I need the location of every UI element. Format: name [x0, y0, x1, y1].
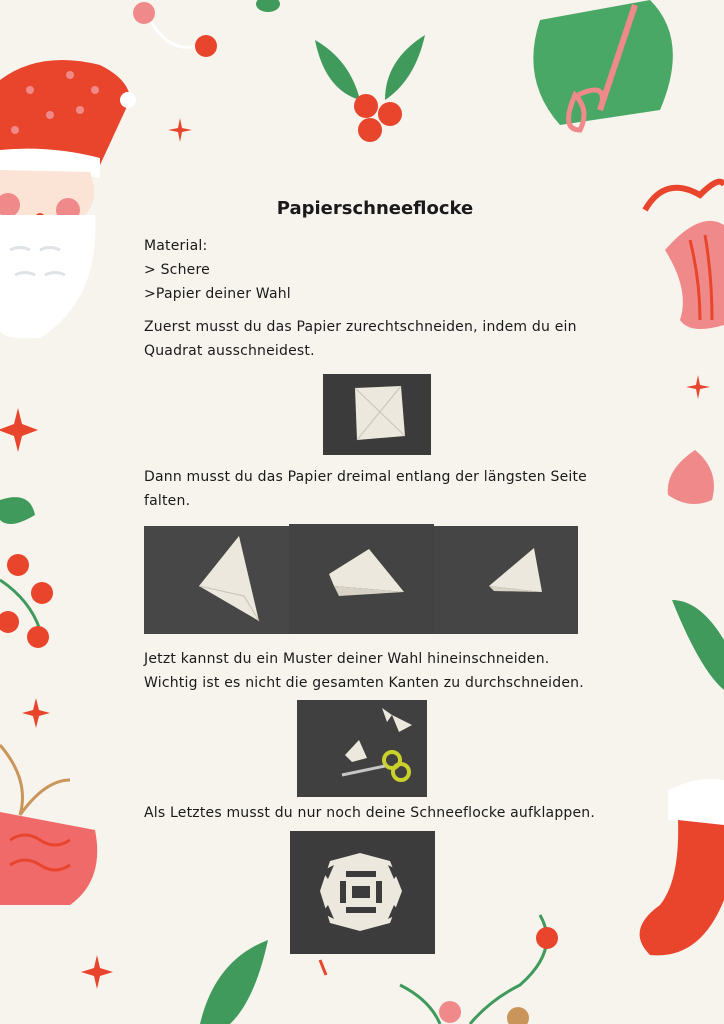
photo-square-paper	[323, 374, 431, 455]
step-text: Jetzt kannst du ein Muster deiner Wahl hineinschneiden.	[144, 651, 550, 667]
leaf-icon	[200, 940, 268, 1024]
step-text: Als Letztes musst du nur noch deine Schneeflocke aufklappen.	[144, 805, 596, 821]
gift-icon	[533, 0, 673, 130]
step-text: Quadrat ausschneidest.	[144, 343, 315, 359]
material-item: > Schere	[144, 262, 210, 278]
star-icon	[0, 408, 38, 452]
photo-fold-step-3	[434, 526, 578, 634]
step-text: falten.	[144, 493, 191, 509]
star-icon	[168, 118, 192, 142]
material-item: >Papier deiner Wahl	[144, 286, 291, 302]
page-title: Papierschneeflocke	[276, 198, 474, 219]
photo-fold-step-1	[144, 526, 289, 634]
berries-icon	[0, 497, 53, 648]
material-heading: Material:	[144, 238, 208, 254]
leaf-icon	[668, 450, 714, 504]
star-icon	[686, 375, 710, 399]
step-text: Zuerst musst du das Papier zurechtschneiden, indem du ein	[144, 319, 577, 335]
santa-icon	[0, 60, 136, 338]
gift-bow-icon	[0, 745, 97, 905]
photo-cut-pattern	[297, 700, 427, 797]
stocking-icon	[640, 779, 724, 956]
ornament-icon	[133, 0, 280, 57]
step-text: Wichtig ist es nicht die gesamten Kanten zu durchschneiden.	[144, 675, 584, 691]
star-icon	[81, 955, 113, 989]
photo-snowflake	[290, 831, 435, 954]
leaf-icon	[672, 600, 724, 690]
photo-fold-step-2	[289, 524, 434, 634]
bell-icon	[645, 182, 724, 329]
step-text: Dann musst du das Papier dreimal entlang der längsten Seite	[144, 469, 587, 485]
star-icon	[22, 698, 50, 728]
holly-icon	[315, 35, 425, 142]
